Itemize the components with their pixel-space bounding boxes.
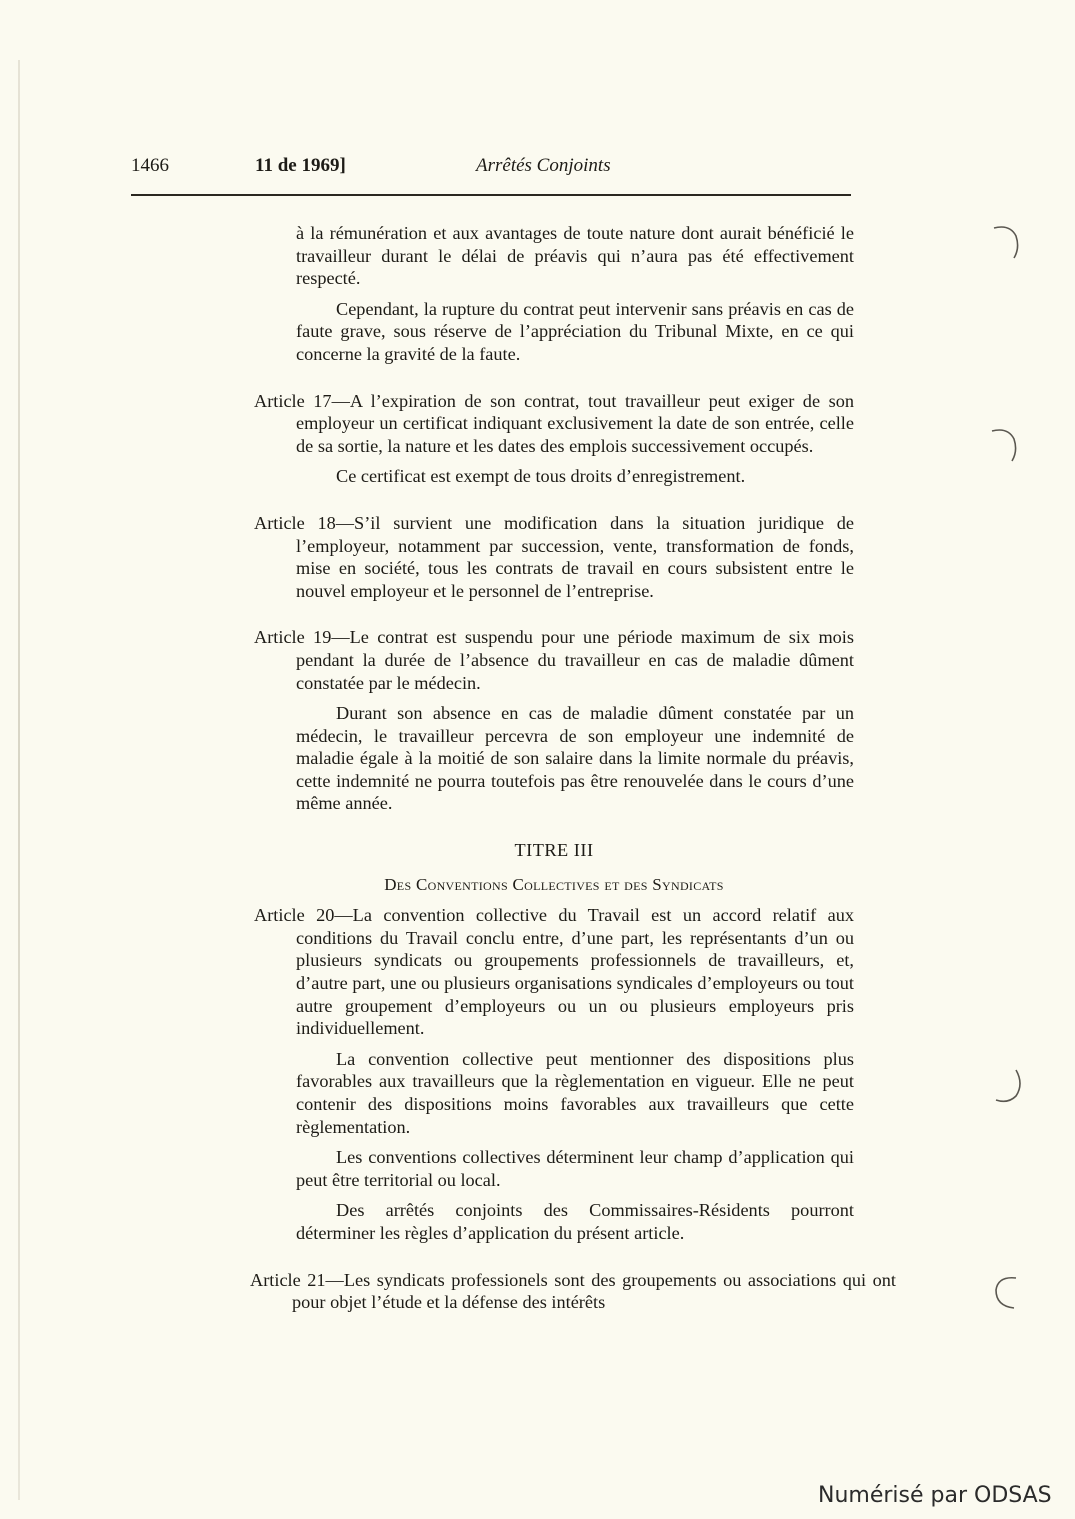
article-20-paragraph-4: Des arrêtés conjoints des Commissaires-Résidents pourront déterminer les règles d’application du présent article. (296, 1200, 854, 1243)
header-rule (131, 194, 851, 196)
page-header (0, 155, 1075, 181)
article-20: Article 20—La convention collective du Travail est un accord relatif aux conditions du Travail conclu entre, d’une part, les représentants d’un ou plusieurs syndicats ou groupements professionnels de travailleurs, et, d’autre part, une ou plusieurs organisations syndicales d’employeurs ou tout autre groupement d’employeurs ou un ou plusieurs employeurs pris individuellement. (254, 905, 854, 1039)
page-edge-line (18, 60, 20, 1500)
page-number: 1466 (131, 155, 169, 176)
titre-subheading: Des Conventions Collectives et des Syndicats (384, 874, 724, 894)
body-text (250, 222, 896, 1314)
article-20-paragraph-3: Les conventions collectives déterminent leur champ d’application qui peut être territorial ou local. (296, 1147, 854, 1190)
digitization-watermark: Numérisé par ODSAS (818, 1483, 1052, 1508)
paragraph-faute-grave: Cependant, la rupture du contrat peut intervenir sans préavis en cas de faute grave, sous réserve de l’appréciation du Tribunal Mixte, en ce qui concerne la gravité de la faute. (296, 298, 854, 364)
article-17: Article 17—A l’expiration de son contrat, tout travailleur peut exiger de son employeur un certificat indiquant exclusivement la date de son entrée, celle de sa sortie, la nature et les dates des emplois successivement occupés. (254, 390, 854, 456)
document-reference: 11 de 1969] (255, 155, 346, 176)
article-21: Article 21—Les syndicats professionels sont des groupements ou associations qui ont pour objet l’étude et la défense des intérêts (250, 1269, 896, 1313)
titre-heading: TITRE III (514, 840, 594, 861)
paragraph-continuation: à la rémunération et aux avantages de toute nature dont aurait bénéficié le travailleur durant le délai de préavis qui n’aura pas été effectivement respecté. (296, 223, 854, 289)
section-title: Arrêtés Conjoints (476, 155, 611, 176)
article-19: Article 19—Le contrat est suspendu pour une période maximum de six mois pendant la durée de l’absence du travailleur en cas de maladie dûment constatée par le médecin. (254, 627, 854, 693)
punch-hole-icon (988, 222, 1028, 262)
article-18: Article 18—S’il survient une modification dans la situation juridique de l’employeur, notamment par succession, vente, transformation de fonds, mise en société, tous les contrats de travail en cours subsistent entre le nouvel employeur et le personnel de l’entreprise. (254, 512, 854, 601)
article-20-paragraph-2: La convention collective peut mentionner des dispositions plus favorables aux travailleurs que la règlementation en vigueur. Elle ne peut contenir des dispositions moins favorables aux travailleurs que cette règlementation. (296, 1048, 854, 1137)
article-17-paragraph-2: Ce certificat est exempt de tous droits d’enregistrement. (336, 466, 746, 487)
punch-hole-icon (986, 1066, 1026, 1106)
article-19-paragraph-2: Durant son absence en cas de maladie dûment constatée par un médecin, le travailleur percevra de son employeur une indemnité de maladie égale à la moitié de son salaire dans la limite normale du préavis, cette indemnité ne pourra toutefois pas être renouvelée dans le cours d’une même année. (296, 703, 854, 814)
punch-hole-icon (986, 425, 1026, 465)
punch-hole-icon (986, 1272, 1026, 1312)
